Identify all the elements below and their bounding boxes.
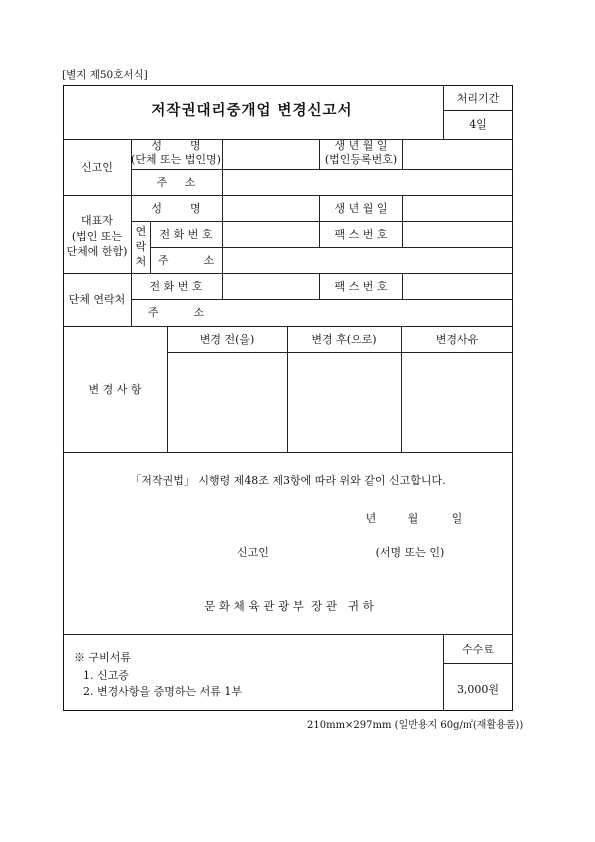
after-change-field[interactable]: [288, 353, 401, 452]
form-title: 저작권대리중개업 변경신고서: [151, 102, 353, 119]
org-phone-field[interactable]: [223, 274, 319, 299]
phone-label: 전 화 번 호: [159, 228, 213, 241]
divider: [443, 663, 513, 664]
paper-spec: 210mm×297mm (일반용지 60g/㎡(재활용품)): [307, 720, 524, 731]
representative-address-field[interactable]: [223, 248, 513, 273]
representative-name-field[interactable]: [223, 196, 319, 221]
divider: [443, 85, 444, 139]
representative-section-label: 대표자: [81, 214, 113, 227]
divider: [131, 139, 132, 326]
representative-section-note: (법인 또는: [71, 230, 123, 243]
before-change-field[interactable]: [168, 353, 287, 452]
divider: [319, 139, 320, 169]
applicant-address-field[interactable]: [223, 170, 513, 195]
applicant-sign-label: 신고인: [237, 546, 269, 559]
org-fax-field[interactable]: [403, 274, 513, 299]
divider: [319, 195, 320, 247]
year-label: 년: [365, 512, 377, 525]
contact-label: 락: [135, 240, 147, 253]
signature-note: (서명 또는 인): [375, 546, 445, 559]
contact-label: 연: [135, 225, 147, 238]
applicant-name-field[interactable]: [223, 140, 319, 169]
representative-section-note: 단체에 한함): [66, 245, 128, 258]
fee-label: 수수료: [462, 643, 494, 656]
attachment-item: 2. 변경사항을 증명하는 서류 1부: [83, 685, 242, 698]
representative-fax-field[interactable]: [403, 222, 513, 247]
fax-label: 팩 스 번 호: [334, 228, 388, 241]
address-label: 주 소: [156, 176, 196, 189]
divider: [443, 110, 513, 111]
before-change-header: 변경 전(을): [199, 333, 255, 346]
changes-section-label: 변 경 사 항: [88, 383, 142, 396]
processing-period-value: 4일: [469, 118, 487, 131]
divider: [150, 221, 151, 273]
contact-label: 처: [135, 255, 147, 268]
phone-label: 전 화 번 호: [149, 280, 203, 293]
change-reason-field[interactable]: [402, 353, 513, 452]
applicant-birth-field[interactable]: [403, 140, 513, 169]
after-change-header: 변경 후(으로): [311, 333, 377, 346]
birth-date-label: 생 년 월 일: [334, 202, 388, 215]
org-name-label: (단체 또는 법인명): [131, 153, 221, 166]
name-label: 성 명: [151, 139, 201, 152]
attachment-item: 1. 신고증: [83, 669, 129, 682]
address-label: 주 소: [157, 254, 215, 267]
processing-period-label: 처리기간: [456, 92, 500, 105]
change-reason-header: 변경사유: [435, 333, 479, 346]
org-address-field[interactable]: [132, 300, 513, 326]
representative-birth-field[interactable]: [403, 196, 513, 221]
declaration-statement: 「저작권법」 시행령 제48조 제3항에 따라 위와 같이 신고합니다.: [130, 474, 446, 487]
corp-reg-number-label: (법인등록번호): [324, 153, 398, 166]
divider: [319, 273, 320, 299]
name-label: 성 명: [151, 202, 201, 215]
fax-label: 팩 스 번 호: [334, 280, 388, 293]
org-contact-section-label: 단체 연락처: [68, 293, 126, 306]
representative-phone-field[interactable]: [223, 222, 319, 247]
form-number: [별지 제50호서식]: [62, 69, 148, 81]
fee-value: 3,000원: [456, 683, 500, 696]
divider: [63, 634, 513, 635]
recipient: 문 화 체 육 관 광 부 장 관 귀 하: [204, 599, 374, 613]
divider: [63, 326, 513, 327]
divider: [443, 634, 444, 711]
divider: [63, 452, 513, 453]
address-label: 주 소: [147, 306, 205, 319]
birth-date-label: 생 년 월 일: [334, 139, 388, 152]
applicant-section-label: 신고인: [81, 161, 113, 174]
attachments-header: ※ 구비서류: [74, 651, 132, 664]
day-label: 일: [451, 512, 463, 525]
month-label: 월: [407, 512, 419, 525]
